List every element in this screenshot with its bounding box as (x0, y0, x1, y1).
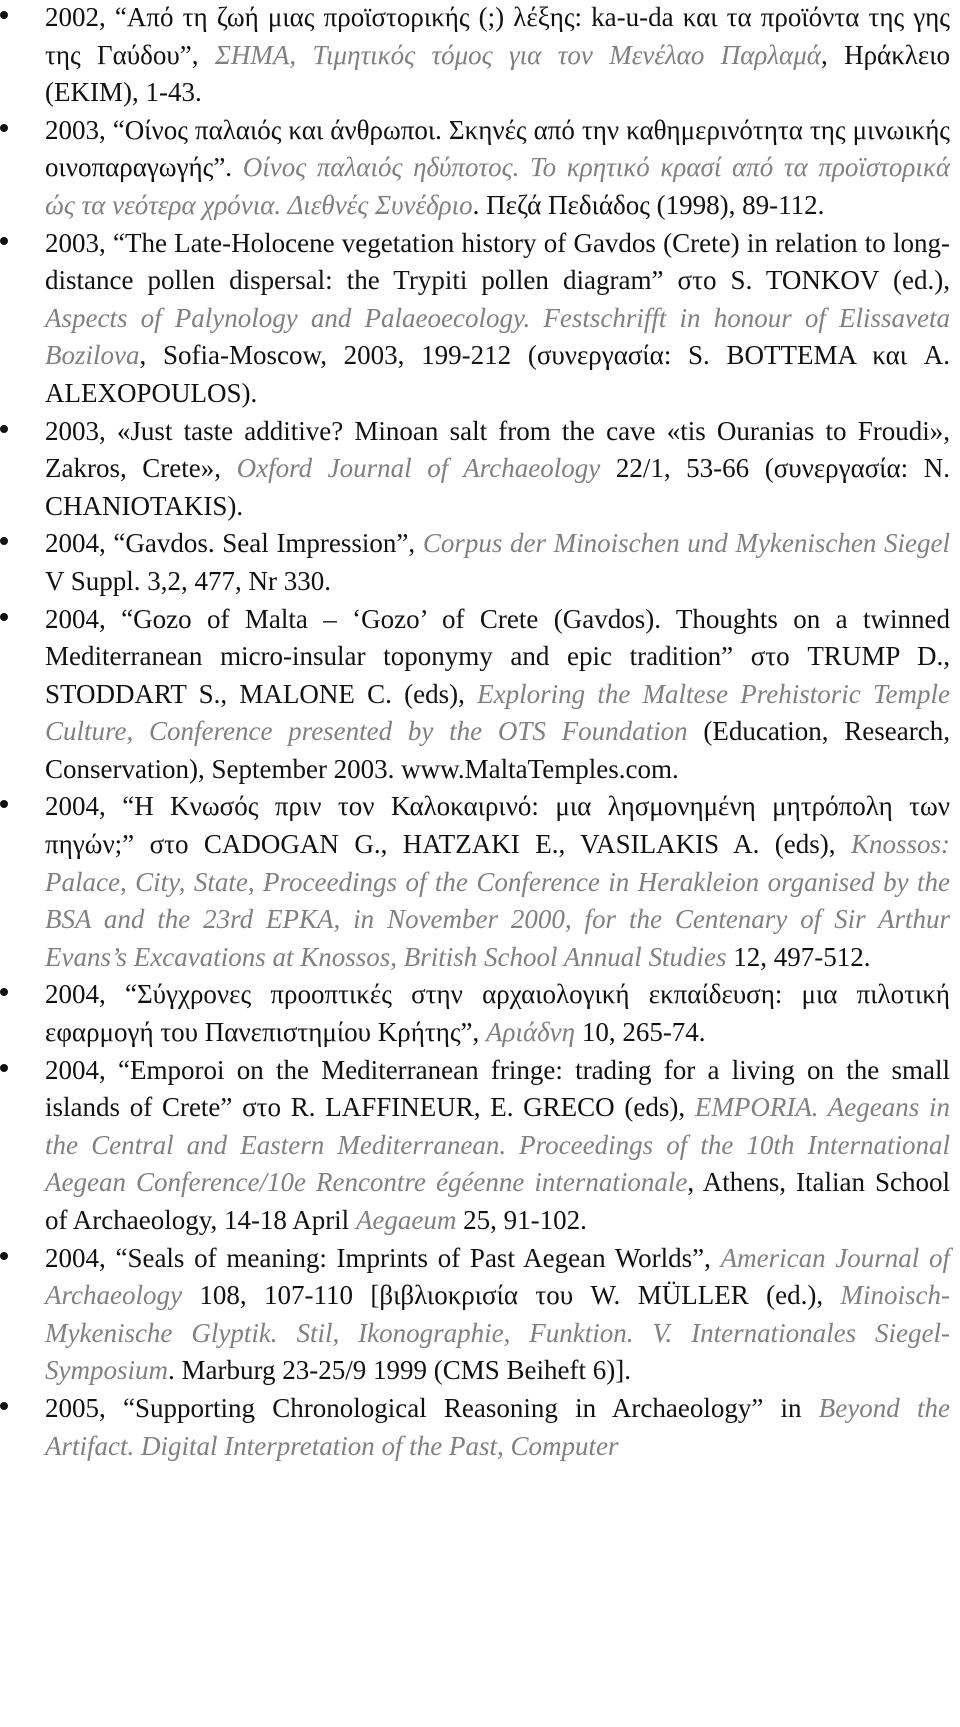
entry-title-italic: EMPORIA. Aegeans in the Central and Eastern Mediterranean. Proceedings of the 10th International Aegean Conference/10e Rencontre égéenne internationale (45, 1092, 950, 1198)
entry-text: , Sofia-Moscow, 2003, 199-212 (συνεργασία: S. BOTTEMA και A. ALEXOPOULOS). (45, 340, 950, 408)
bullet-icon (0, 1252, 8, 1260)
entry-title-italic: Οίνος παλαιός ηδύποτος. Το κρητικό κρασί από τα προϊστορικά ώς τα νεότερα χρόνια. Διεθνές Συνέδριο (45, 152, 950, 220)
entry-text: . Marburg 23-25/9 1999 (CMS Beiheft 6)]. (168, 1355, 631, 1386)
entry-text: 2004, “Gozo of Malta – ‘Gozo’ of Crete (Gavdos). Thoughts on a twinned Mediterranean micro-insular toponymy and epic tradition” στο TRUMP D., STODDART S., MALONE C. (eds), (45, 603, 950, 709)
bibliography-entry (0, 1390, 960, 1465)
bibliography-entry (0, 788, 960, 976)
bibliography-entry (0, 112, 960, 225)
entry-text: 2004, “Seals of meaning: Imprints of Past Aegean Worlds”, (45, 1242, 721, 1273)
bullet-icon (0, 1064, 8, 1072)
entry-text: 2004, “Σύγχρονες προοπτικές στην αρχαιολογική εκπαίδευση: μια πιλοτική εφαρμογή του Πανεπιστημίου Κρήτης”, (45, 979, 950, 1048)
bullet-icon (0, 613, 8, 621)
bullet-icon (0, 537, 8, 545)
entry-text: 10, 265-74. (575, 1017, 706, 1048)
bibliography-entry (0, 1052, 960, 1240)
entry-title-italic: American Journal of Archaeology (45, 1242, 950, 1311)
entry-title-italic: Corpus der Minoischen und Mykenischen Siegel (422, 528, 951, 559)
entry-title-italic: Exploring the Maltese Prehistoric Temple Culture, Conference presented by the OTS Foundation (45, 678, 950, 747)
entry-title-italic: Knossos: Palace, City, State, Proceedings of the Conference in Herakleion organised by the BSA and the 23rd EPKA, in November 2000, for the Centenary of Sir Arthur Evans’s Excavations at Knossos, British School Annual Studies (45, 829, 950, 972)
bullet-icon (0, 425, 8, 433)
entry-title-italic: Minoisch-Mykenische Glyptik. Stil, Ikonographie, Funktion. V. Internationales Siegel-Symposium (45, 1280, 950, 1386)
entry-text: , Athens, Italian School of Archaeology, 14-18 April (45, 1167, 950, 1235)
entry-text: 2003, “The Late-Holocene vegetation history of Gavdos (Crete) in relation to long-distance pollen dispersal: the Trypiti pollen diagram” στο S. TONKOV (ed.), (45, 227, 950, 296)
entry-text: 2004, “Η Κνωσός πριν τον Καλοκαιρινό: μια λησμονημένη μητρόπολη των πηγών;” στο CADOGAN G., HATZAKI E., VASILAKIS A. (eds), (45, 791, 950, 860)
entry-text: , Ηράκλειο (ΕΚΙΜ), 1-43. (45, 39, 950, 108)
entry-title-italic: ΣΗΜΑ, Τιμητικός τόμος για τον Μενέλαο Παρλαμά (214, 39, 821, 70)
entry-text: 22/1, 53-66 (συνεργασία: N. CHANIOTAKIS). (45, 453, 950, 521)
bullet-icon (0, 988, 8, 996)
entry-text: 108, 107-110 [βιβλιοκρισία του W. MÜLLER (ed.), (181, 1280, 841, 1311)
entry-text: 12, 497-512. (726, 941, 871, 972)
entry-title-italic: Aspects of Palynology and Palaeoecology. Festschrifft in honour of Elissaveta Bozilova (45, 302, 950, 371)
entry-title-italic: Αριάδνη (486, 1017, 576, 1048)
entry-text: 2005, “Supporting Chronological Reasoning in Archaeology” in (45, 1392, 819, 1423)
bibliography-entry (0, 601, 960, 789)
bullet-icon (0, 800, 8, 808)
bibliography-entry (0, 413, 960, 526)
entry-text: . Πεζά Πεδιάδος (1998), 89-112. (472, 189, 825, 220)
entry-text: 2003, «Just taste additive? Minoan salt from the cave «tis Ouranias to Froudi», Zakros, Crete», (45, 415, 950, 484)
entry-text: (Education, Research, Conservation), September 2003. www.MaltaTemples.com. (45, 716, 950, 784)
entry-text: 25, 91-102. (456, 1205, 587, 1235)
entry-title-italic: Oxford Journal of Archaeology (236, 453, 601, 484)
bibliography-entry (0, 976, 960, 1051)
bullet-icon (0, 11, 8, 19)
bullet-icon (0, 124, 8, 132)
entry-text: 2004, “Gavdos. Seal Impression”, (45, 528, 423, 559)
bibliography-entry (0, 0, 960, 112)
entry-text: V Suppl. 3,2, 477, Nr 330. (45, 565, 332, 596)
bibliography-entry (0, 525, 960, 600)
entry-title-italic: Beyond the Artifact. Digital Interpretation of the Past, Computer (45, 1392, 950, 1461)
bullet-icon (0, 237, 8, 245)
entry-text: 2002, “Από τη ζωή μιας προϊστορικής (;) λέξης: ka-u-da και τα προϊόντα της γης της Γαύδου”, (45, 2, 950, 70)
entry-text: 2003, “Οίνος παλαιός και άνθρωποι. Σκηνές από την καθημερινότητα της μινωικής οινοπαραγωγής”. (45, 114, 950, 183)
bibliography-entry (0, 225, 960, 413)
entry-text: 2004, “Emporoi on the Mediterranean fringe: trading for a living on the small islands of Crete” στο R. LAFFINEUR, E. GRECO (eds), (45, 1054, 950, 1123)
entry-title-italic: Aegaeum (355, 1205, 457, 1235)
bullet-icon (0, 1402, 8, 1410)
bibliography-entry (0, 1240, 960, 1390)
